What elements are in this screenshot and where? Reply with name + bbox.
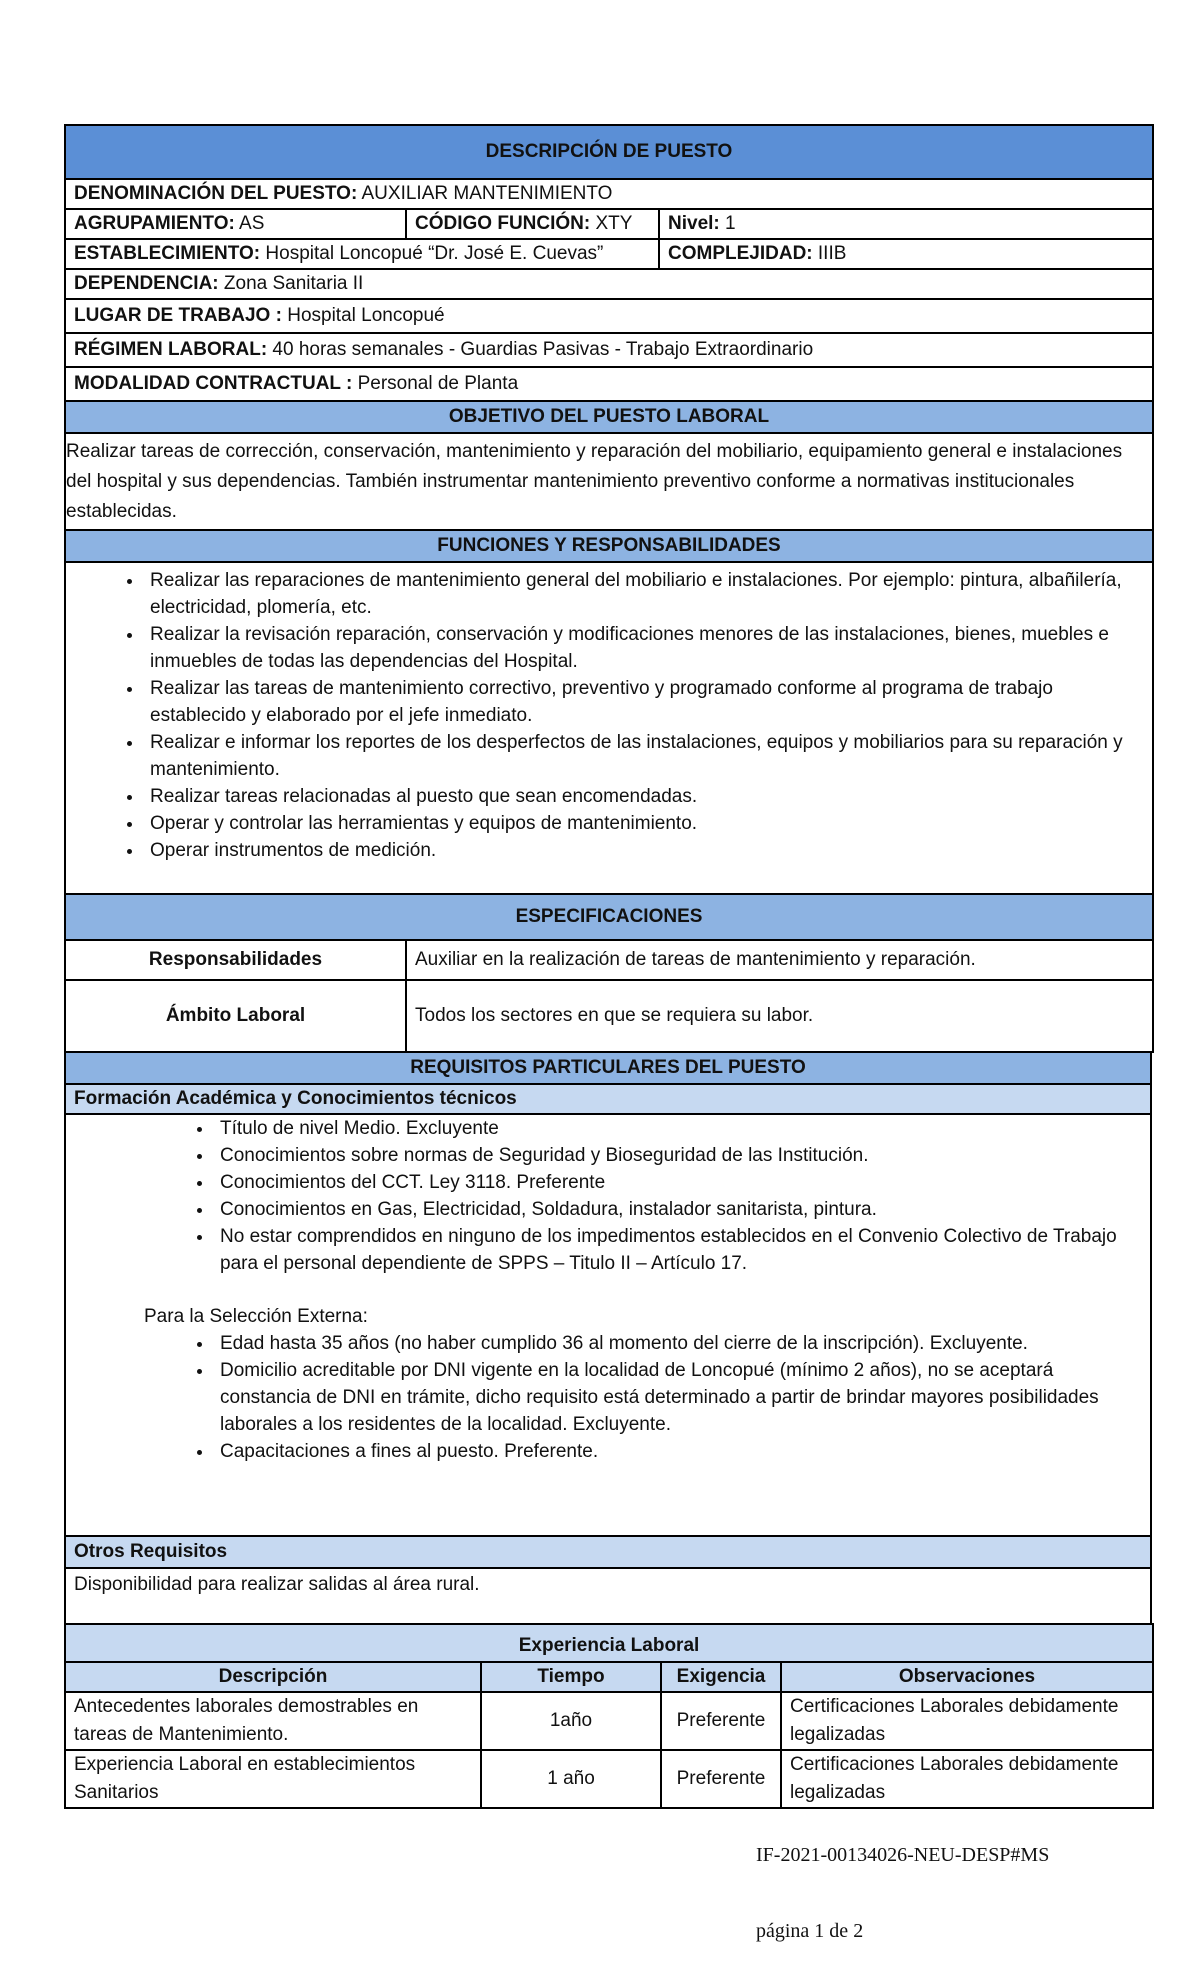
codigo-funcion-field — [406, 209, 659, 239]
list-item: • Realizar tareas relacionadas al puesto que sean encomendadas. — [144, 783, 1144, 810]
nivel-field — [659, 209, 1153, 239]
table-row — [65, 1750, 1153, 1808]
table-cell: Preferente — [661, 1750, 781, 1808]
especificaciones-heading: ESPECIFICACIONES — [65, 894, 1153, 940]
requisitos-heading: REQUISITOS PARTICULARES DEL PUESTO — [65, 1052, 1151, 1084]
list-item: • Conocimientos en Gas, Electricidad, Soldadura, instalador sanitarista, pintura. — [214, 1196, 1142, 1223]
lugar-trabajo-value: Hospital Loncopué — [281, 305, 445, 326]
regimen-value: 40 horas semanales - Guardias Pasivas - Trabajo Extraordinario — [267, 339, 814, 360]
objetivo-text: Realizar tareas de corrección, conservación, mantenimiento y reparación del mobiliario, equipamiento general e instalaciones del hospital y sus dependencias. También instrumentar mantenimiento preventivo conforme a normativas institucionales establecidas. — [65, 433, 1153, 530]
list-item: • Edad hasta 35 años (no haber cumplido 36 al momento del cierre de la inscripción). Excluyente. — [214, 1330, 1142, 1357]
establecimiento-label: ESTABLECIMIENTO: — [74, 243, 261, 264]
list-item: • Capacitaciones a fines al puesto. Preferente. — [214, 1438, 1142, 1465]
experiencia-table — [64, 1623, 1154, 1809]
job-description-form — [64, 124, 1152, 1809]
experiencia-heading: Experiencia Laboral — [65, 1624, 1153, 1662]
list-item: • Realizar las reparaciones de mantenimiento general del mobiliario e instalaciones. Por ejemplo: pintura, albañilería, electricidad, plomería, etc. — [144, 567, 1144, 621]
column-header: Observaciones — [781, 1662, 1153, 1692]
formacion-subheading: Formación Académica y Conocimientos técnicos — [65, 1084, 1151, 1114]
regimen-field — [65, 333, 1153, 367]
codigo-funcion-label: CÓDIGO FUNCIÓN: — [415, 213, 591, 234]
list-item: • Conocimientos del CCT. Ley 3118. Preferente — [214, 1169, 1142, 1196]
funciones-heading: FUNCIONES Y RESPONSABILIDADES — [65, 530, 1153, 562]
dependencia-field — [65, 269, 1153, 299]
modalidad-field — [65, 367, 1153, 401]
list-item: • No estar comprendidos en ninguno de los impedimentos establecidos en el Convenio Colectivo de Trabajo para el personal dependiente de SPPS – Titulo II – Artículo 17. — [214, 1223, 1142, 1277]
column-header: Descripción — [65, 1662, 481, 1692]
funciones-cell — [65, 562, 1153, 894]
list-item: • Título de nivel Medio. Excluyente — [214, 1115, 1142, 1142]
list-item: • Operar instrumentos de medición. — [144, 837, 1144, 864]
spec-value: Auxiliar en la realización de tareas de mantenimiento y reparación. — [406, 940, 1153, 980]
funciones-list — [74, 567, 1144, 864]
codigo-funcion-value: XTY — [590, 213, 633, 234]
table-cell: 1año — [481, 1692, 661, 1750]
page-number: página 1 de 2 — [756, 1920, 864, 1942]
nivel-value: 1 — [719, 213, 736, 234]
table-cell: Preferente — [661, 1692, 781, 1750]
modalidad-label: MODALIDAD CONTRACTUAL : — [74, 373, 353, 394]
complejidad-field — [659, 239, 1153, 269]
lugar-trabajo-label: LUGAR DE TRABAJO : — [74, 305, 282, 326]
dependencia-value: Zona Sanitaria II — [218, 273, 364, 294]
table-cell: 1 año — [481, 1750, 661, 1808]
modalidad-value: Personal de Planta — [352, 373, 519, 394]
list-item: • Realizar e informar los reportes de los desperfectos de las instalaciones, equipos y mobiliarios para su reparación y mantenimiento. — [144, 729, 1144, 783]
denominacion-value: AUXILIAR MANTENIMIENTO — [357, 183, 613, 204]
column-header: Tiempo — [481, 1662, 661, 1692]
table-cell: Certificaciones Laborales debidamente legalizadas — [781, 1750, 1153, 1808]
table-cell: Experiencia Laboral en establecimientos Sanitarios — [65, 1750, 481, 1808]
externa-list — [74, 1330, 1142, 1465]
page-title: DESCRIPCIÓN DE PUESTO — [65, 125, 1153, 179]
objetivo-heading: OBJETIVO DEL PUESTO LABORAL — [65, 401, 1153, 433]
document-id: IF-2021-00134026-NEU-DESP#MS — [756, 1844, 1050, 1866]
agrupamiento-field — [65, 209, 406, 239]
requisitos-list — [74, 1115, 1142, 1277]
spec-value: Todos los sectores en que se requiera su labor. — [406, 980, 1153, 1052]
otros-heading: Otros Requisitos — [65, 1536, 1151, 1568]
nivel-label: Nivel: — [668, 213, 720, 234]
especificaciones-table — [64, 939, 1154, 1053]
table-cell: Antecedentes laborales demostrables en tareas de Mantenimiento. — [65, 1692, 481, 1750]
spec-label: Ámbito Laboral — [65, 980, 406, 1052]
list-item: • Realizar la revisación reparación, conservación y modificaciones menores de las instalaciones, bienes, muebles e inmuebles de todas las dependencias del Hospital. — [144, 621, 1144, 675]
externa-label: Para la Selección Externa: — [144, 1306, 368, 1327]
requisitos-table — [64, 1051, 1152, 1625]
table-cell: Certificaciones Laborales debidamente legalizadas — [781, 1692, 1153, 1750]
regimen-label: RÉGIMEN LABORAL: — [74, 339, 268, 360]
header-table — [64, 124, 1154, 941]
list-item: • Domicilio acreditable por DNI vigente en la localidad de Loncopué (mínimo 2 años), no se aceptará constancia de DNI en trámite, dicho requisito está determinado a partir de brindar mayores posibilidades laborales a los residentes de la localidad. Excluyente. — [214, 1357, 1142, 1438]
dependencia-label: DEPENDENCIA: — [74, 273, 219, 294]
establecimiento-field — [65, 239, 659, 269]
establecimiento-value: Hospital Loncopué “Dr. José E. Cuevas” — [260, 243, 604, 264]
otros-text: Disponibilidad para realizar salidas al área rural. — [65, 1568, 1151, 1624]
complejidad-label: COMPLEJIDAD: — [668, 243, 813, 264]
table-row — [65, 1692, 1153, 1750]
list-item: • Realizar las tareas de mantenimiento correctivo, preventivo y programado conforme al programa de trabajo establecido y elaborado por el jefe inmediato. — [144, 675, 1144, 729]
denominacion-field — [65, 179, 1153, 209]
requisitos-cell — [65, 1114, 1151, 1536]
denominacion-label: DENOMINACIÓN DEL PUESTO: — [74, 183, 358, 204]
spec-label: Responsabilidades — [65, 940, 406, 980]
list-item: • Conocimientos sobre normas de Seguridad y Bioseguridad de las Institución. — [214, 1142, 1142, 1169]
column-header: Exigencia — [661, 1662, 781, 1692]
agrupamiento-value: AS — [234, 213, 265, 234]
complejidad-value: IIIB — [812, 243, 847, 264]
agrupamiento-label: AGRUPAMIENTO: — [74, 213, 235, 234]
list-item: • Operar y controlar las herramientas y equipos de mantenimiento. — [144, 810, 1144, 837]
lugar-trabajo-field — [65, 299, 1153, 333]
